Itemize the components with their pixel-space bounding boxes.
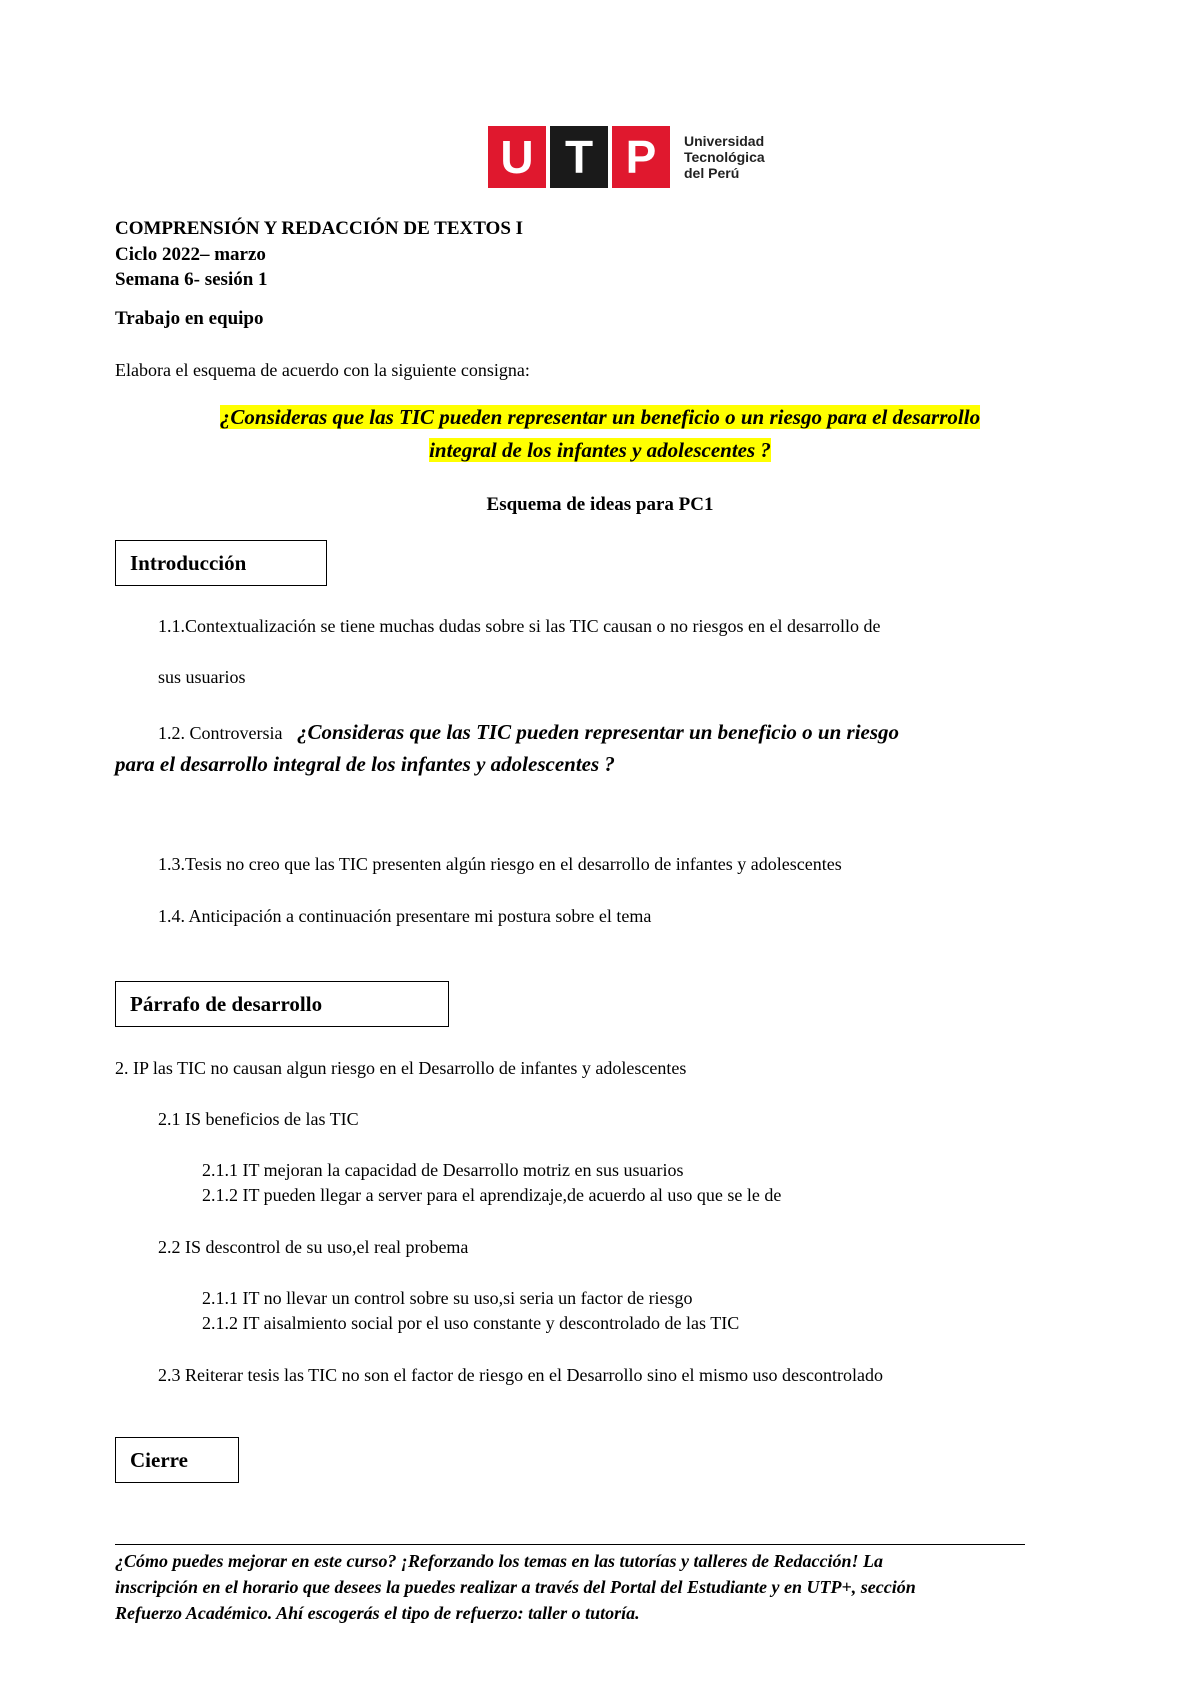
footer-note: ¿Cómo puedes mejorar en este curso? ¡Reforzando los temas en las tutorías y talleres de Redacción! La inscripción en el horario que desees la puedes realizar a través del Portal del Estudiante y en UTP+, sección Refuerzo Académico. Ahí escogerás el tipo de refuerzo: taller o tutoría. [115, 1551, 916, 1623]
logo-letter-p: P [612, 126, 670, 188]
contextualizacion-line2: sus usuarios [158, 667, 246, 687]
logo-university-name: Universidad Tecnológica del Perú [684, 133, 765, 181]
logo-letter-u: U [488, 126, 546, 188]
footer-divider [115, 1544, 1025, 1545]
it12-text: 2.1.2 IT pueden llegar a server para el aprendizaje,de acuerdo al uso que se le de [202, 1185, 782, 1205]
controversia-question-line2: para el desarrollo integral de los infantes y adolescentes ? [115, 752, 615, 776]
work-label: Trabajo en equipo [115, 308, 264, 329]
ip-text: 2. IP las TIC no causan algun riesgo en el Desarrollo de infantes y adolescentes [115, 1058, 687, 1078]
week-label: Semana 6- sesión 1 [115, 269, 268, 290]
controversia-line: 1.2. Controversia ¿Consideras que las TIC pueden representar un beneficio o un riesgo [158, 720, 900, 744]
it21-text: 2.1.1 IT no llevar un control sobre su uso,si seria un factor de riesgo [202, 1288, 693, 1308]
main-question-line1: ¿Consideras que las TIC pueden representar un beneficio o un riesgo para el desarrollo [219, 405, 981, 429]
scheme-title: Esquema de ideas para PC1 [486, 494, 714, 515]
section-cierre-heading: Cierre [115, 1437, 239, 1483]
is1-text: 2.1 IS beneficios de las TIC [158, 1109, 359, 1129]
section-desarrollo-heading: Párrafo de desarrollo [115, 981, 449, 1027]
utp-logo [488, 126, 765, 188]
main-question-line2: integral de los infantes y adolescentes ? [429, 438, 771, 462]
cycle-label: Ciclo 2022– marzo [115, 244, 266, 265]
instruction-text: Elabora el esquema de acuerdo con la siguiente consigna: [115, 360, 530, 380]
it11-text: 2.1.1 IT mejoran la capacidad de Desarrollo motriz en sus usuarios [202, 1160, 684, 1180]
is3-text: 2.3 Reiterar tesis las TIC no son el factor de riesgo en el Desarrollo sino el mismo uso descontrolado [158, 1365, 884, 1385]
anticipacion-text: 1.4. Anticipación a continuación presentare mi postura sobre el tema [158, 906, 652, 926]
it22-text: 2.1.2 IT aisalmiento social por el uso constante y descontrolado de las TIC [202, 1313, 740, 1333]
course-title: COMPRENSIÓN Y REDACCIÓN DE TEXTOS I [115, 218, 524, 239]
is2-text: 2.2 IS descontrol de su uso,el real probema [158, 1237, 469, 1257]
tesis-text: 1.3.Tesis no creo que las TIC presenten algún riesgo en el desarrollo de infantes y adolescentes [158, 854, 842, 874]
contextualizacion-line1: 1.1.Contextualización se tiene muchas dudas sobre si las TIC causan o no riesgos en el desarrollo de [158, 616, 881, 636]
section-introduccion-heading: Introducción [115, 540, 327, 586]
logo-letter-t: T [550, 126, 608, 188]
